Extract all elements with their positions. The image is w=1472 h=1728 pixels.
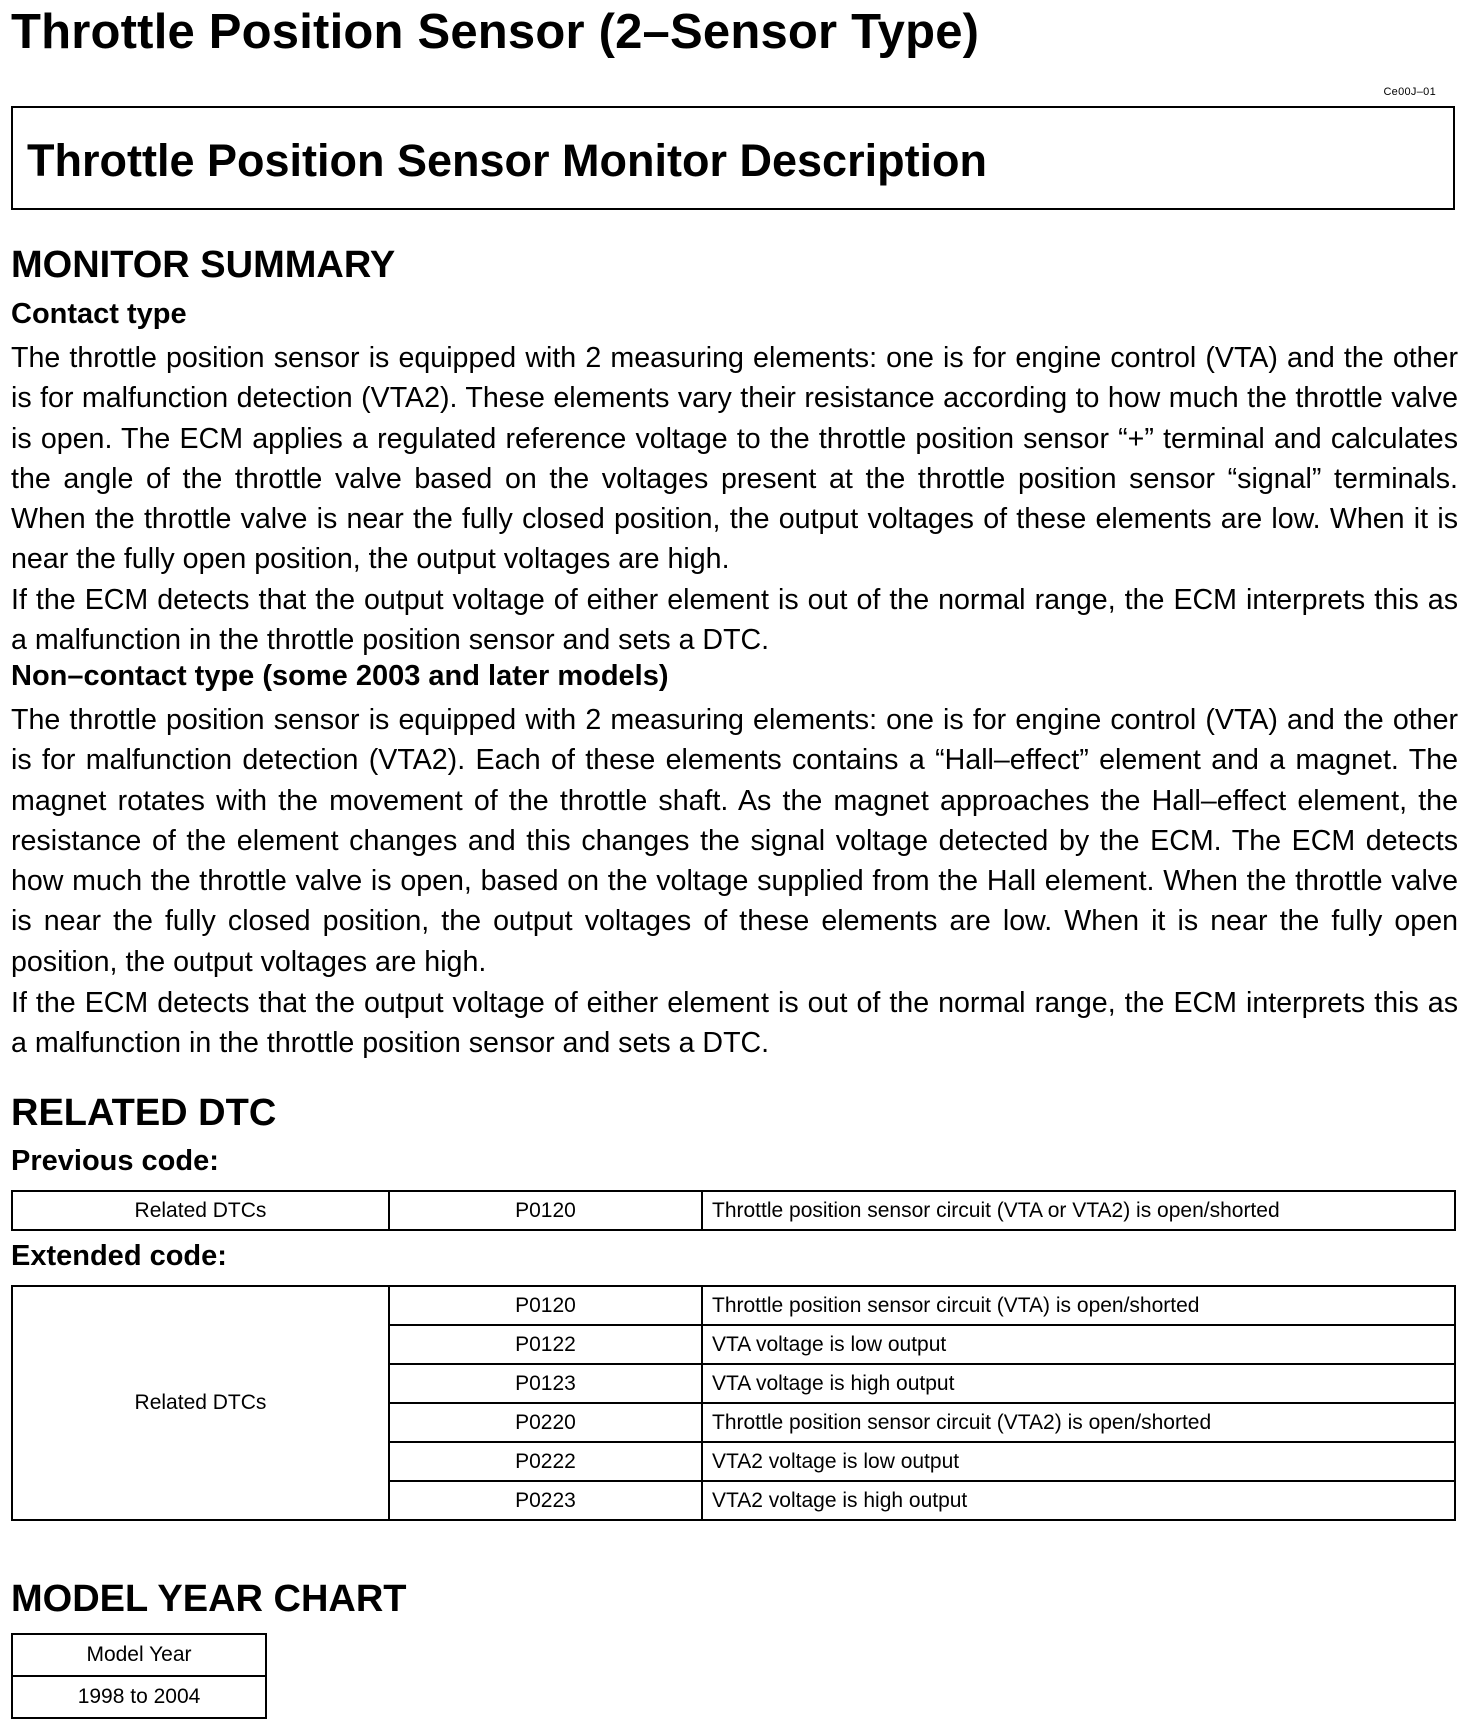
previous-code-table <box>11 1190 1456 1231</box>
dtc-code: P0120 <box>389 1286 702 1325</box>
contact-type-paragraph-1: The throttle position sensor is equipped with 2 measuring elements: one is for engine control (VTA) and the other is for malfunction detection (VTA2). These elements vary their resistance according to how much the throttle valve is open. The ECM applies a regulated reference voltage to the throttle position sensor “+” terminal and calculates the angle of the throttle valve based on the voltages present at the throttle position sensor “signal” terminals. When the throttle valve is near the fully closed position, the output voltages of these elements are low. When it is near the fully open position, the output voltages are high. <box>11 342 1458 576</box>
noncontact-type-heading: Non–contact type (some 2003 and later models) <box>11 660 669 692</box>
dtc-code: P0122 <box>389 1325 702 1364</box>
page-title: Throttle Position Sensor (2–Sensor Type) <box>11 5 980 59</box>
table-row <box>12 1676 266 1718</box>
dtc-description: Throttle position sensor circuit (VTA2) is open/shorted <box>702 1403 1455 1442</box>
model-year-chart-heading: MODEL YEAR CHART <box>11 1578 407 1620</box>
document-code: Ce00J–01 <box>1383 86 1436 98</box>
model-year-value: 1998 to 2004 <box>12 1676 266 1718</box>
contact-type-paragraph-2: If the ECM detects that the output voltage of either element is out of the normal range, the ECM interprets this as a malfunction in the throttle position sensor and sets a DTC. <box>11 584 1458 657</box>
dtc-code: P0223 <box>389 1481 702 1520</box>
previous-code-heading: Previous code: <box>11 1145 219 1177</box>
dtc-description: Throttle position sensor circuit (VTA or VTA2) is open/shorted <box>702 1191 1455 1230</box>
table-row <box>12 1634 266 1676</box>
model-year-header: Model Year <box>12 1634 266 1676</box>
table-row <box>12 1286 1455 1325</box>
dtc-code: P0123 <box>389 1364 702 1403</box>
monitor-summary-heading: MONITOR SUMMARY <box>11 244 396 286</box>
dtc-code: P0220 <box>389 1403 702 1442</box>
dtc-description: VTA voltage is high output <box>702 1364 1455 1403</box>
table-row <box>12 1191 1455 1230</box>
related-dtc-heading: RELATED DTC <box>11 1092 277 1134</box>
dtc-code: P0222 <box>389 1442 702 1481</box>
extended-code-heading: Extended code: <box>11 1240 227 1272</box>
related-dtcs-label: Related DTCs <box>12 1191 389 1230</box>
extended-code-table <box>11 1285 1456 1521</box>
dtc-description: VTA2 voltage is low output <box>702 1442 1455 1481</box>
model-year-table <box>11 1633 267 1719</box>
contact-type-heading: Contact type <box>11 298 187 330</box>
noncontact-type-paragraph-1: The throttle position sensor is equipped with 2 measuring elements: one is for engine control (VTA) and the other is for malfunction detection (VTA2). Each of these elements contains a “Hall–effect” element and a magnet. The magnet rotates with the movement of the throttle shaft. As the magnet approaches the Hall–effect element, the resistance of the element changes and this changes the signal voltage detected by the ECM. The ECM detects how much the throttle valve is open, based on the voltage supplied from the Hall element. When the throttle valve is near the fully closed position, the output voltages of these elements are low. When it is near the fully open position, the output voltages are high. <box>11 704 1458 978</box>
monitor-description-title: Throttle Position Sensor Monitor Description <box>27 135 988 186</box>
noncontact-type-paragraph-2: If the ECM detects that the output voltage of either element is out of the normal range, the ECM interprets this as a malfunction in the throttle position sensor and sets a DTC. <box>11 987 1458 1060</box>
dtc-code: P0120 <box>389 1191 702 1230</box>
monitor-description-box <box>11 106 1455 210</box>
dtc-description: VTA2 voltage is high output <box>702 1481 1455 1520</box>
dtc-description: Throttle position sensor circuit (VTA) is open/shorted <box>702 1286 1455 1325</box>
dtc-description: VTA voltage is low output <box>702 1325 1455 1364</box>
related-dtcs-label: Related DTCs <box>12 1286 389 1520</box>
